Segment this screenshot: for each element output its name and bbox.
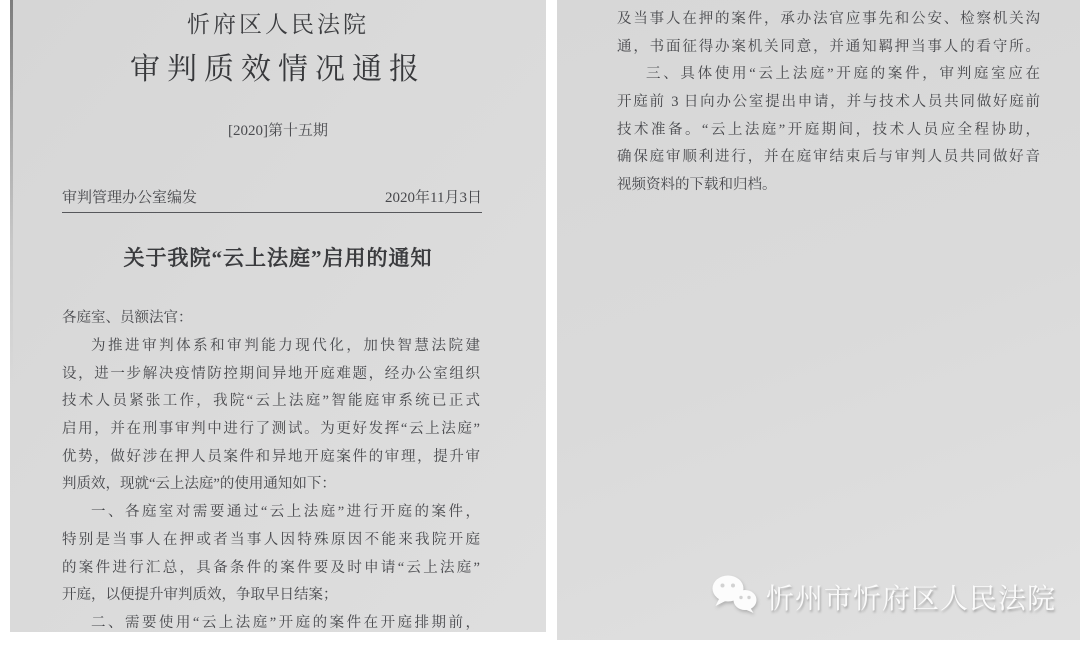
body-line: 优势，做好涉在押人员案件和异地开庭案件的审理，提升审 — [62, 448, 480, 465]
body-line: 一、各庭室对需要通过“云上法庭”进行开庭的案件， — [91, 504, 480, 521]
body-line: 二、需要使用“云上法庭”开庭的案件在开庭排期前， — [91, 614, 480, 631]
watermark-text: 忻州市忻府区人民法院 — [765, 582, 1056, 614]
body-line: 及当事人在押的案件，承办法官应事先和公安、检察机关沟 — [617, 11, 1040, 27]
body-line: 判质效，现就“云上法庭”的使用通知如下： — [62, 476, 336, 493]
page-right — [557, 0, 1080, 640]
body-right — [617, 6, 1040, 200]
page-left — [10, 0, 546, 632]
body-line: 视频资料的下载和归档。 — [617, 177, 777, 194]
body-line: 为推进审判体系和审判能力现代化，加快智慧法院建 — [91, 338, 480, 354]
body-line: 的案件进行汇总，具备条件的案件要及时申请“云上法庭” — [62, 559, 480, 576]
body-line: 确保庭审顺利进行，并在庭审结束后与审判人员共同做好音 — [617, 149, 1040, 166]
page-edge-shadow — [10, 0, 13, 379]
body-line: 三、具体使用“云上法庭”开庭的案件，审判庭室应在 — [646, 66, 1040, 83]
issuer-row — [62, 186, 482, 213]
wechat-icon — [711, 574, 757, 619]
wechat-watermark — [711, 574, 1056, 619]
body-line: 启用，并在刑事审判中进行了测试。为更好发挥“云上法庭” — [62, 421, 480, 438]
salutation: 各庭室、员额法官： — [62, 310, 193, 326]
body-line: 开庭，以便提升审判质效，争取早日结案； — [62, 587, 338, 604]
issue-number: [2020]第十五期 — [228, 123, 328, 139]
body-line: 特别是当事人在押或者当事人因特殊原因不能来我院开庭 — [62, 531, 480, 548]
issuer-label: 审判管理办公室编发 — [62, 190, 198, 206]
body-line: 设，进一步解决疫情防控期间异地开庭难题，经办公室组织 — [62, 365, 480, 382]
issue-date: 2020年11月3日 — [385, 190, 482, 206]
body-line: 开庭前 3 日向办公室提出申请，并与技术人员共同做好庭前 — [617, 94, 1040, 111]
body-left — [62, 333, 480, 638]
body-line: 技术人员紧张工作，我院“云上法庭”智能庭审系统已正式 — [62, 393, 480, 410]
body-line: 通，书面征得办案机关同意，并通知羁押当事人的看守所。 — [617, 38, 1040, 55]
court-name: 忻府区人民法院 — [187, 12, 369, 37]
bulletin-title: 审判质效情况通报 — [130, 53, 426, 86]
body-line: 技术准备。“云上法庭”开庭期间，技术人员应全程协助， — [617, 121, 1040, 138]
notice-title: 关于我院“云上法庭”启用的通知 — [123, 246, 433, 270]
